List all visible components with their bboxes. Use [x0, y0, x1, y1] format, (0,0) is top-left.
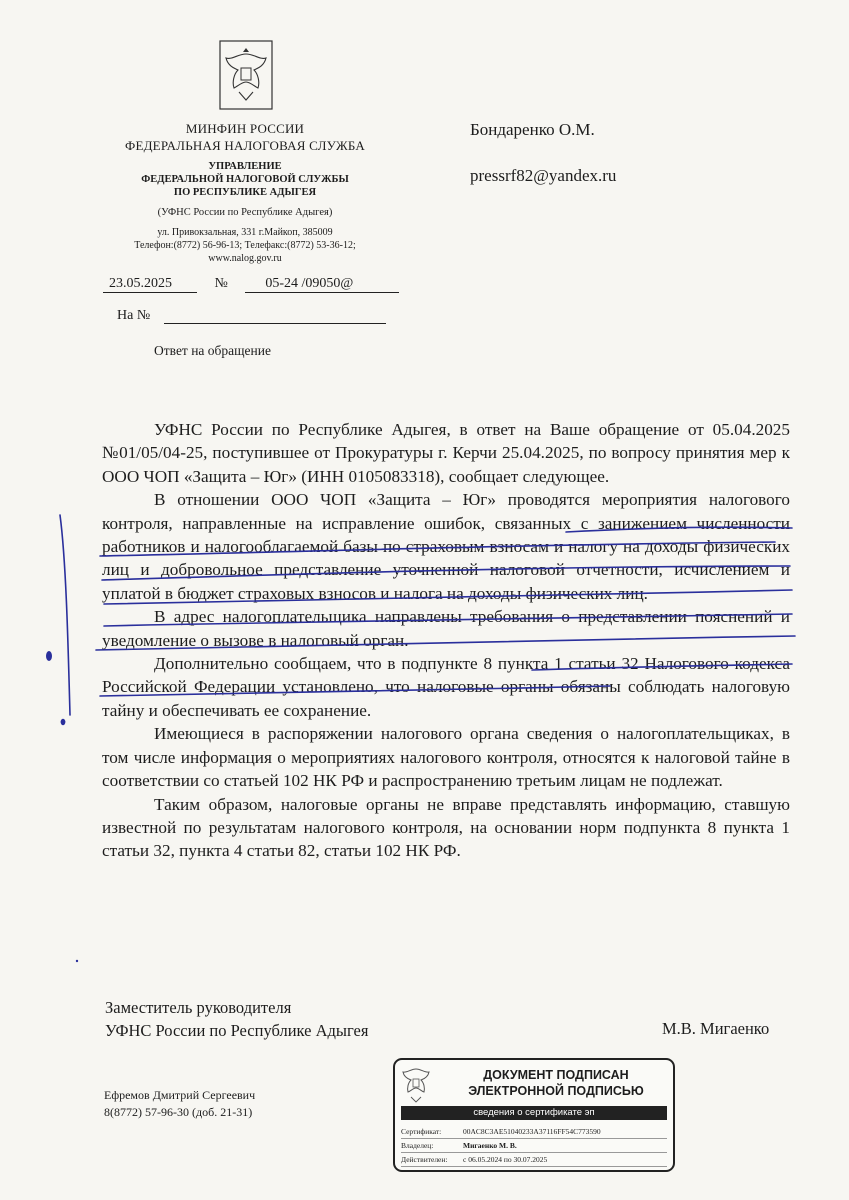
stamp-title-line-1: ДОКУМЕНТ ПОДПИСАН [483, 1068, 629, 1082]
stamp-owner-row [401, 1139, 667, 1153]
registration-date: 23.05.2025 [103, 276, 197, 293]
registration-number: 05-24 /09050@ [245, 276, 399, 293]
body-paragraph: Имеющиеся в распоряжении налогового органа сведения о налогоплательщиках, в том числе информация о мероприятиях налогового контроля, относятся к налоговой тайне в соответствии со статьей 102 НК РФ и распространению третьим лицам не подлежат. [102, 724, 790, 791]
stamp-title [441, 1067, 671, 1099]
signatory-name: М.В. Мигаенко [662, 1019, 770, 1038]
stamp-validity-row [401, 1153, 667, 1167]
ministry-header [100, 120, 390, 154]
dept-address [100, 226, 390, 265]
stamp-title-line-2: ЭЛЕКТРОННОЙ ПОДПИСЬЮ [468, 1084, 644, 1098]
body-paragraph: Дополнительно сообщаем, что в подпункте 8 пункта 1 статьи 32 Налогового кодекса Российской Федерации установлено, что налоговые органы обязаны соблюдать налоговую тайну и обеспечивать ее сохранение. [102, 654, 790, 720]
body-paragraph: В отношении ООО ЧОП «Защита – Юг» проводятся мероприятия налогового контроля, направленные на исправление ошибок, связанных с занижением численности работников и налогооблагаемой базы по страховым взносам и налогу на доходы физических лиц и добровольное представление уточненной налоговой отчетности, исчислением и уплатой в бюджет страховых взносов и налога на доходы физических лиц. [102, 490, 790, 603]
position-line-2: УФНС России по Республике Адыгея [105, 1021, 369, 1040]
e-signature-stamp [393, 1058, 675, 1172]
reply-to-blank [164, 308, 386, 324]
dept-line-1: УПРАВЛЕНИЕ [208, 161, 282, 172]
registration-line [103, 276, 399, 293]
certificate-label: Сертификат: [401, 1127, 442, 1136]
body-paragraph: Таким образом, налоговые органы не вправе представлять информацию, ставшую известной по результатам налогового контроля, на основании норм подпункта 8 пункта 1 статьи 32, пункта 4 статьи 82, статьи 102 НК РФ. [102, 794, 790, 861]
address-line-3: www.nalog.gov.ru [208, 253, 282, 264]
owner-value: Мигаенко М. В. [463, 1141, 517, 1150]
recipient-name: Бондаренко О.М. [470, 120, 595, 139]
certificate-value: 00AC8C3AE51040233A37116FF54C773590 [463, 1127, 601, 1136]
position-line-1: Заместитель руководителя [105, 998, 292, 1017]
department-header [100, 160, 390, 199]
dept-line-2: ФЕДЕРАЛЬНОЙ НАЛОГОВОЙ СЛУЖБЫ [141, 174, 349, 185]
body-paragraph: УФНС России по Республике Адыгея, в ответ на Ваше обращение от 05.04.2025 №01/05/04-25, поступившее от Прокуратуры г. Керчи 25.04.2025, по вопросу принятия мер к ООО ЧОП «Защита – Юг» (ИНН 0105083318), сообщает следующее. [102, 420, 790, 486]
stamp-details [401, 1125, 667, 1167]
recipient-email: pressrf82@yandex.ru [470, 166, 617, 185]
letter-subject: Ответ на обращение [154, 343, 271, 358]
stamp-certificate-row [401, 1125, 667, 1139]
valid-value: с 06.05.2024 по 30.07.2025 [463, 1155, 548, 1164]
ministry-line-2: ФЕДЕРАЛЬНАЯ НАЛОГОВАЯ СЛУЖБА [125, 138, 365, 153]
address-line-1: ул. Привокзальная, 331 г.Майкоп, 385009 [157, 227, 333, 238]
letter-body [102, 418, 790, 863]
signatory-position [105, 996, 368, 1042]
body-paragraph: В адрес налогоплательщика направлены требования о представлении пояснений и уведомление о вызове в налоговый орган. [102, 607, 790, 650]
dept-abbreviation: (УФНС России по Республике Адыгея) [157, 207, 333, 218]
stamp-cert-bar: сведения о сертификате эп [401, 1106, 667, 1120]
reply-to-label: На № [117, 308, 151, 323]
number-label: № [214, 276, 228, 291]
ministry-line-1: МИНФИН РОССИИ [185, 121, 305, 136]
coat-of-arms-icon [219, 40, 273, 110]
executor-name: Ефремов Дмитрий Сергеевич [104, 1088, 256, 1102]
owner-label: Владелец: [401, 1141, 434, 1150]
executor-phone: 8(8772) 57-96-30 (доб. 21-31) [104, 1105, 253, 1119]
address-line-2: Телефон:(8772) 56-96-13; Телефакс:(8772) 53-36-12; [134, 240, 356, 251]
valid-label: Действителен: [401, 1155, 448, 1164]
dept-line-3: ПО РЕСПУБЛИКЕ АДЫГЕЯ [173, 187, 317, 198]
executor-info [104, 1087, 255, 1121]
reply-to-line [117, 308, 386, 324]
stamp-emblem-icon [401, 1065, 431, 1105]
